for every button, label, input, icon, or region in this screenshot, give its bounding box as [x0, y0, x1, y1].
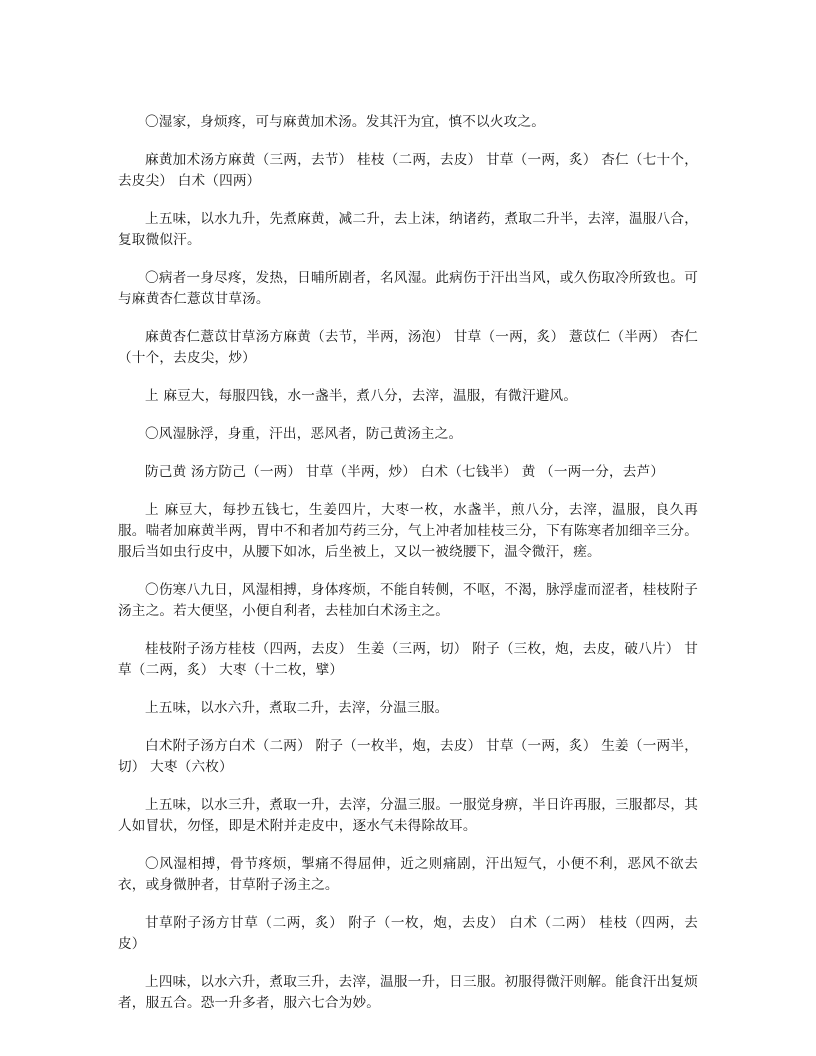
paragraph-gancao-fuzi-method: 上四味，以水六升，煮取三升，去滓，温服一升，日三服。初服得微汗则解。能食汗出复烦者，服五合。恐一升多者，服六七合为妙。 — [118, 974, 698, 1011]
paragraph-baizhu-fuzi-formula: 白术附子汤方白术（二两） 附子（一枚半，炮，去皮） 甘草（一两，炙） 生姜（一两半，切） 大枣（六枚） — [118, 738, 698, 775]
paragraph-mahuang-zhu-method: 上五味，以水九升，先煮麻黄，减二升，去上沫，纳诸药，煮取二升半，去滓，温服八合，复取微似汗。 — [118, 211, 698, 248]
paragraph-mahuang-zhu-formula: 麻黄加术汤方麻黄（三两，去节） 桂枝（二两，去皮） 甘草（一两，炙） 杏仁（七十个，去皮尖） 白术（四两） — [118, 152, 698, 189]
paragraph-guizhi-fuzi-method: 上五味，以水六升，煮取二升，去滓，分温三服。 — [145, 700, 449, 716]
paragraph-floating-pulse: 〇风湿脉浮，身重，汗出，恶风者，防己黄汤主之。 — [145, 426, 463, 442]
paragraph-gancao-fuzi-formula: 甘草附子汤方甘草（二两，炙） 附子（一枚，炮，去皮） 白术（二两） 桂枝（四两，去皮） — [118, 915, 698, 952]
paragraph-damp-family: 〇湿家，身烦疼，可与麻黄加术汤。发其汗为宜，慎不以火攻之。 — [145, 114, 546, 130]
paragraph-wind-damp-fever: 〇病者一身尽疼，发热，日晡所剧者，名风湿。此病伤于汗出当风，或久伤取冷所致也。可与麻黄杏仁薏苡甘草汤。 — [118, 270, 698, 307]
paragraph-guizhi-fuzi-formula: 桂枝附子汤方桂枝（四两，去皮） 生姜（三两，切） 附子（三枚，炮，去皮，破八片） 甘草（二两，炙） 大枣（十二枚，擘） — [118, 641, 698, 678]
paragraph-cold-damage: 〇伤寒八九日，风湿相搏，身体疼烦，不能自转侧，不呕，不渴，脉浮虚而涩者，桂枝附子汤主之。若大便坚，小便自利者，去桂加白术汤主之。 — [118, 582, 698, 619]
paragraph-fangji-formula: 防己黄 汤方防己（一两） 甘草（半两，炒） 白术（七钱半） 黄 （一两一分，去芦） — [145, 464, 665, 480]
paragraph-baizhu-fuzi-method: 上五味，以水三升，煮取一升，去滓，分温三服。一服觉身痹，半日许再服，三服都尽，其人如冒状，勿怪，即是术附并走皮中，逐水气未得除故耳。 — [118, 797, 698, 834]
paragraph-mahuang-xingren-formula: 麻黄杏仁薏苡甘草汤方麻黄（去节，半两，汤泡） 甘草（一两，炙） 薏苡仁（半两） 杏仁（十个，去皮尖，炒） — [118, 329, 698, 366]
document-page — [118, 112, 698, 1031]
paragraph-joint-pain: 〇风湿相搏，骨节疼烦，掣痛不得屈伸，近之则痛剧，汗出短气，小便不利，恶风不欲去衣，或身微肿者，甘草附子汤主之。 — [118, 856, 698, 893]
paragraph-mahuang-xingren-method: 上 麻豆大，每服四钱，水一盏半，煮八分，去滓，温服，有微汗避风。 — [145, 388, 578, 404]
paragraph-fangji-method: 上 麻豆大，每抄五钱七，生姜四片，大枣一枚，水盏半，煎八分，去滓，温服，良久再服。喘者加麻黄半两，胃中不和者加芍药三分，气上冲者加桂枝三分，下有陈寒者加细辛三分。服后当如虫行皮中，从腰下如冰，后坐被上，又以一被绕腰下，温令微汗，瘥。 — [118, 502, 698, 560]
